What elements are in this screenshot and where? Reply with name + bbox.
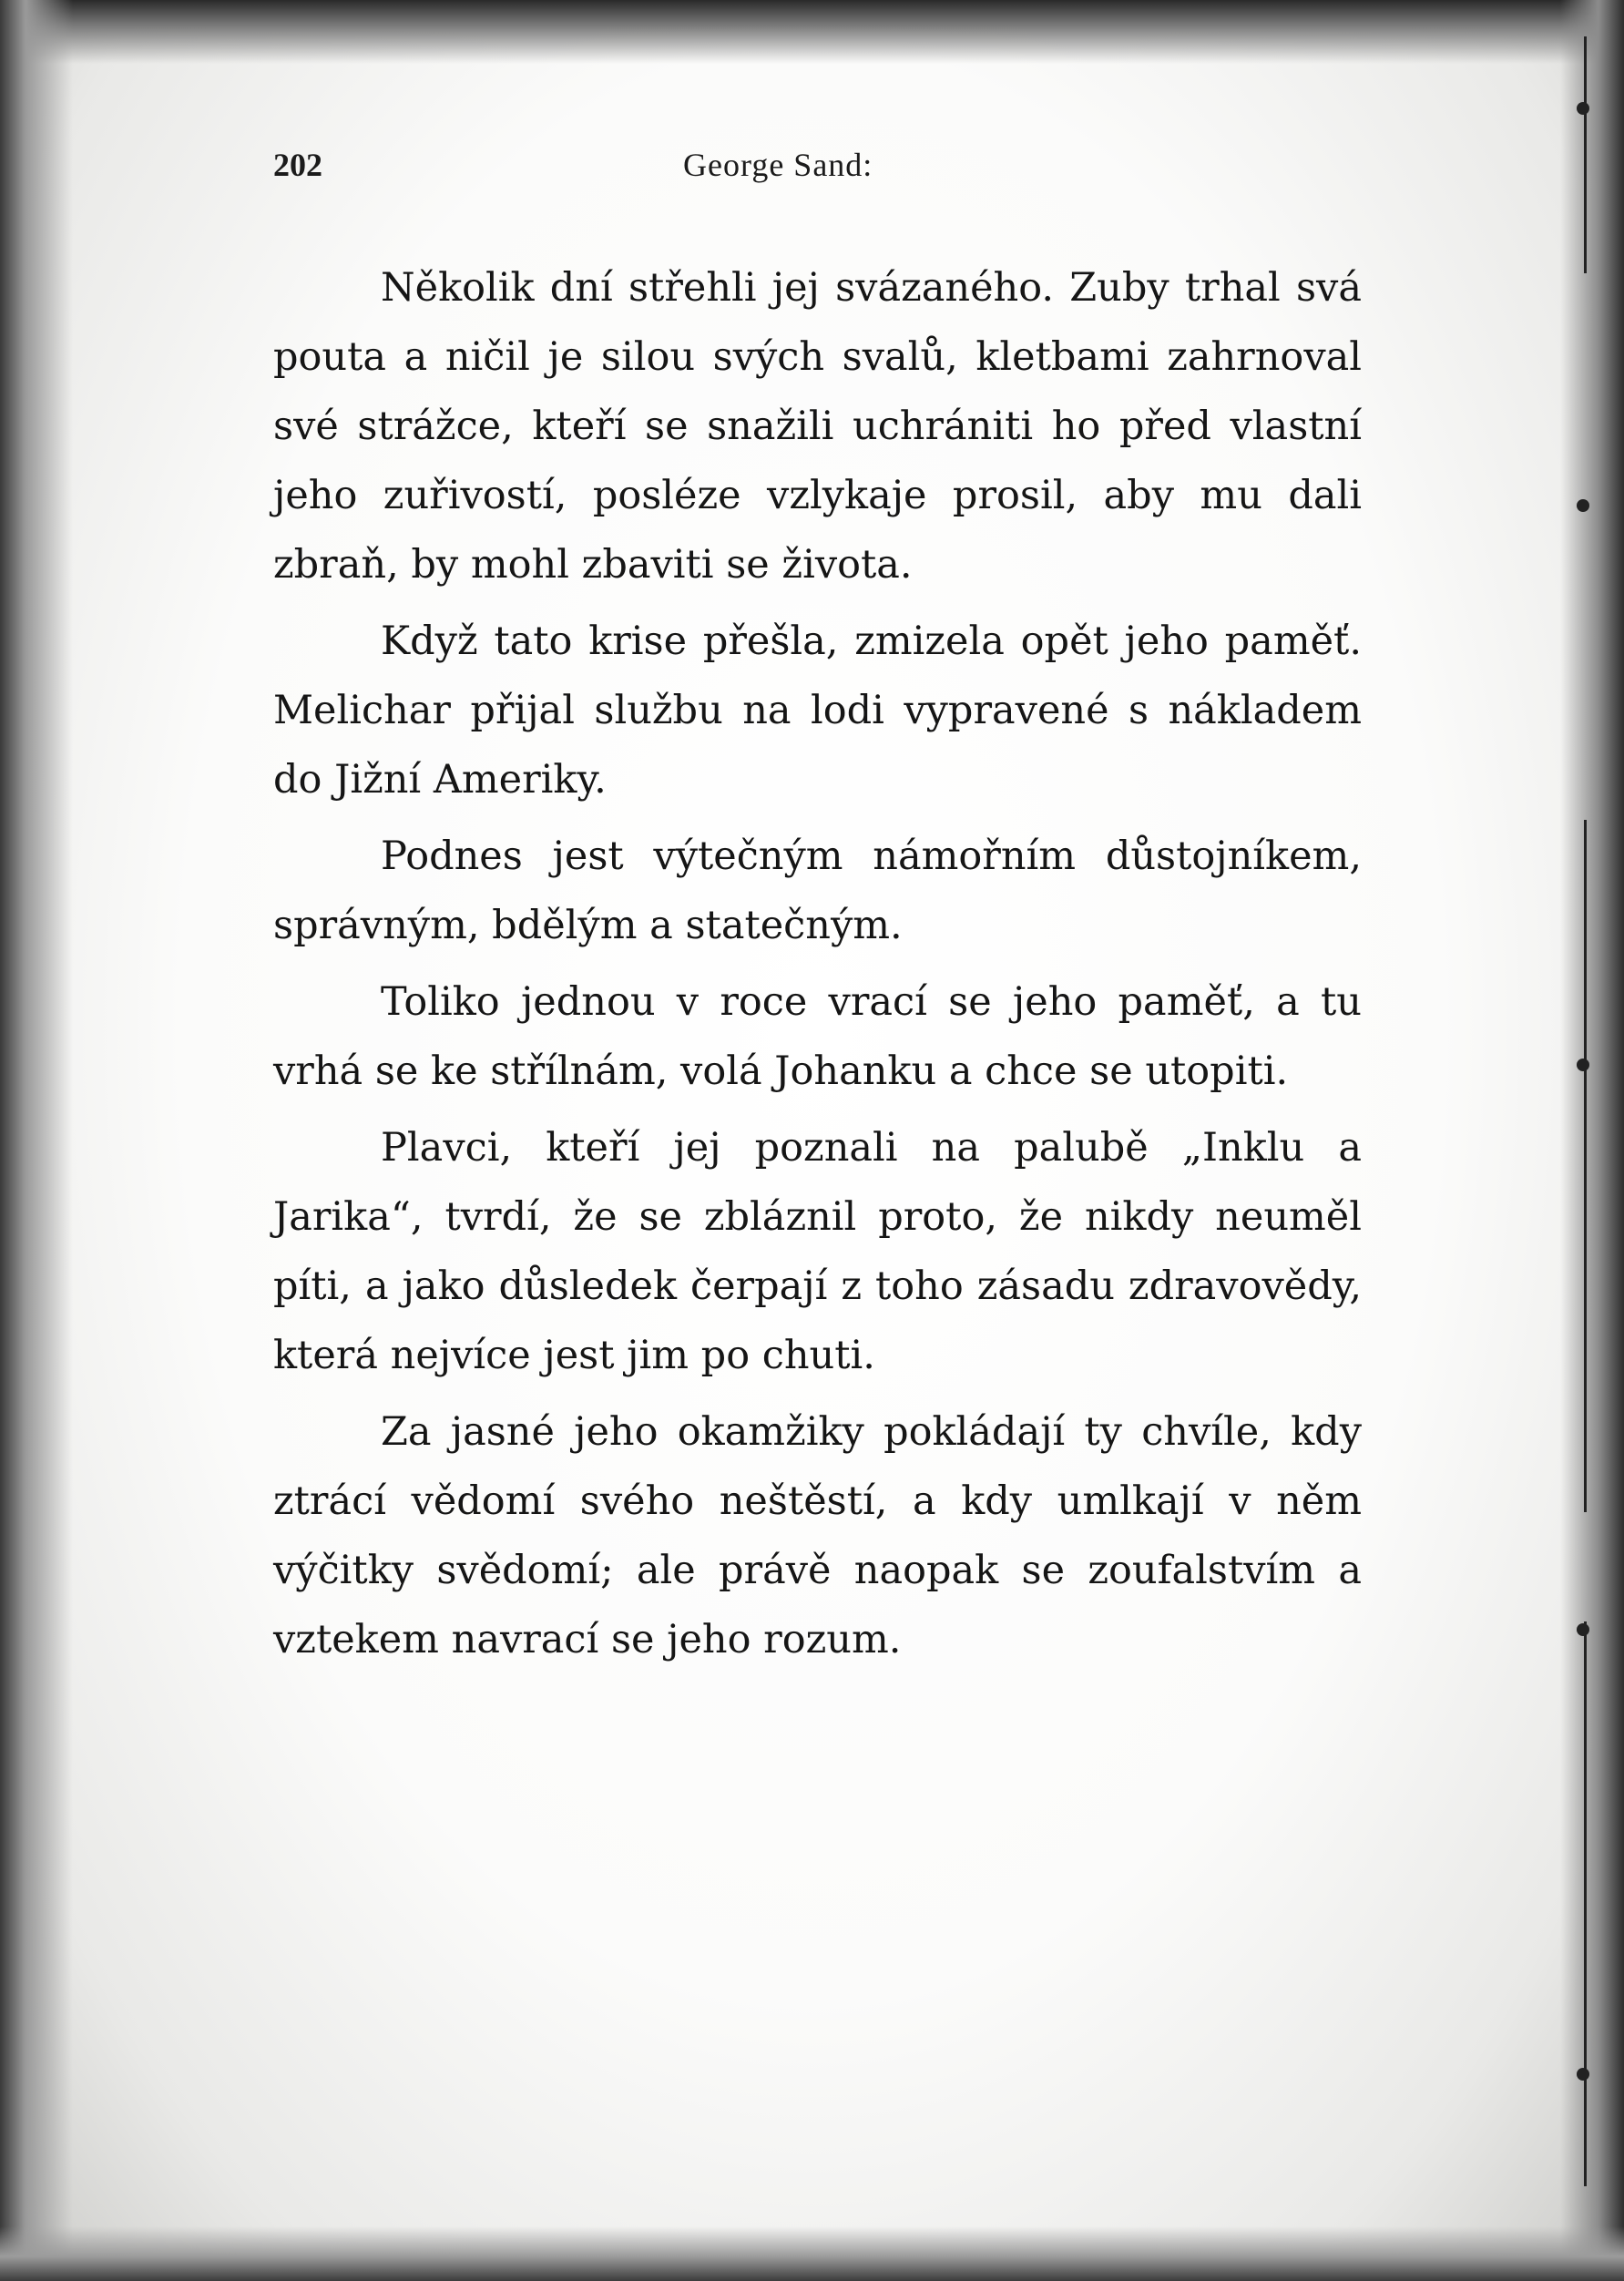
paragraph: Když tato krise přešla, zmizela opět jeho paměť. Melichar přijal službu na lodi vypravené s nákladem do Jižní Ameriky. bbox=[273, 619, 1362, 803]
paragraph: Podnes jest výtečným námořním důstojníkem, správným, bdělým a statečným. bbox=[273, 834, 1362, 948]
binding-line bbox=[1584, 820, 1587, 1512]
page-header bbox=[273, 146, 1366, 191]
scan-edge-top bbox=[0, 0, 1624, 64]
scan-edge-right bbox=[1560, 0, 1624, 2281]
body-text bbox=[273, 253, 1362, 1682]
binding-line bbox=[1584, 1621, 1587, 2186]
binding-mark bbox=[1577, 102, 1589, 115]
paragraph: Plavci, kteří jej poznali na palubě „Inklu a Jarika“, tvrdí, že se zbláznil proto, že nikdy neuměl píti, a jako důsledek čerpají z toho zásadu zdravovědy, která nejvíce jest jim po chuti. bbox=[273, 1125, 1362, 1378]
binding-mark bbox=[1577, 2068, 1589, 2081]
paragraph: Toliko jednou v roce vrací se jeho paměť, a tu vrhá se ke střílnám, volá Johanku a chce se utopiti. bbox=[273, 979, 1362, 1094]
running-head: George Sand: bbox=[683, 147, 873, 183]
binding-mark bbox=[1577, 499, 1589, 512]
binding-line bbox=[1584, 36, 1587, 273]
page-number: 202 bbox=[273, 147, 322, 183]
paragraph: Za jasné jeho okamžiky pokládají ty chvíle, kdy ztrácí vědomí svého neštěstí, a kdy umlkají v něm výčitky svědomí; ale právě naopak se zoufalstvím a vztekem navrací se jeho rozum. bbox=[273, 1409, 1362, 1662]
binding-mark bbox=[1577, 1059, 1589, 1071]
scan-edge-bottom bbox=[0, 2226, 1624, 2281]
binding-mark bbox=[1577, 1623, 1589, 1636]
paragraph: Několik dní střehli jej svázaného. Zuby trhal svá pouta a ničil je silou svých svalů, kletbami zahrnoval své strážce, kteří se snažili uchrániti ho před vlastní jeho zuřivostí, posléze vzlykaje prosil, aby mu dali zbraň, by mohl zbaviti se života. bbox=[273, 265, 1362, 588]
scan-edge-left bbox=[0, 0, 73, 2281]
